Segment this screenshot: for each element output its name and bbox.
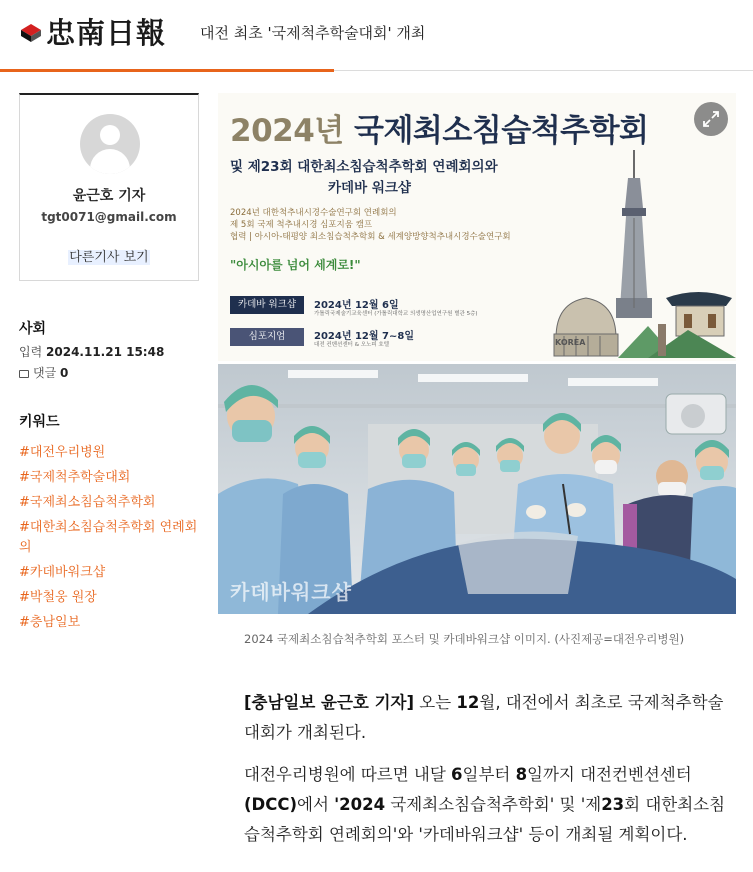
- article-paragraph-2: [244, 760, 740, 850]
- comment-icon: [19, 370, 29, 378]
- paragraph-line: 대회가 개최된다.: [244, 723, 367, 742]
- publish-date: [19, 343, 164, 360]
- expand-icon: [703, 111, 719, 127]
- section-name[interactable]: 사회: [19, 321, 47, 337]
- keyword-link[interactable]: #충남일보: [19, 615, 81, 630]
- date-value: 2024.11.21 15:48: [46, 345, 165, 359]
- poster-tag-workshop: 카데바 워크샵: [230, 296, 304, 314]
- logo-text: 忠南日報: [46, 16, 167, 50]
- site-logo[interactable]: [20, 14, 166, 52]
- paragraph-line: 습척추학회 연례회의'와 '카데바워크샵' 등이 개최될 계획이다.: [244, 825, 688, 844]
- comment-number: 0: [60, 366, 69, 380]
- poster-date-symposium: 2024년 12월 7~8일: [314, 331, 414, 342]
- poster-venue-symposium: 대전 컨벤션센터 & 오노피 호텔: [314, 342, 390, 348]
- comment-count[interactable]: [19, 364, 68, 381]
- other-articles-link[interactable]: [20, 246, 198, 265]
- date-label: 입력: [19, 345, 43, 359]
- keyword-link[interactable]: #국제최소침습척추학회: [19, 495, 156, 510]
- poster-title-text: 국제최소침습척추학회: [354, 113, 649, 149]
- keyword-link[interactable]: #대전우리병원: [19, 445, 106, 460]
- expand-image-button[interactable]: [694, 102, 728, 136]
- author-email[interactable]: tgt0071@gmail.com: [41, 210, 177, 224]
- poster-info-line: 제 5회 국제 척추내시경 심포지움 캠프: [230, 220, 373, 230]
- poster-info-line: 2024년 대한척추내시경수술연구회 연례회의: [230, 208, 397, 218]
- paragraph-line: (DCC)에서 '2024 국제최소침습척추학회' 및 '제23회 대한최소침: [244, 795, 726, 814]
- workshop-photo[interactable]: [218, 364, 736, 614]
- poster-year: 2024년: [230, 113, 344, 149]
- keyword-list: [19, 443, 199, 638]
- comment-label: 댓글: [33, 366, 57, 380]
- poster-info-line: 협력 | 아시아-태평양 최소침습척추학회 & 세계양방향척추내시경수술연구회: [230, 232, 511, 242]
- article-paragraph-1: [244, 688, 740, 748]
- poster-date-workshop: 2024년 12월 6일: [314, 300, 399, 311]
- paragraph-line: 대전우리병원에 따르면 내달 6일부터 8일까지 대전컨벤션센터: [244, 765, 692, 784]
- poster-subtitle-1: 및 제23회 대한최소침습척추학회 연례회의와: [230, 159, 498, 175]
- photo-watermark: 카데바워크샵: [230, 580, 352, 604]
- author-box: [19, 93, 199, 281]
- keyword-link[interactable]: #국제척추학술대회: [19, 470, 131, 485]
- poster-illustration: [548, 148, 736, 358]
- poster-image[interactable]: [218, 93, 736, 361]
- image-caption: 2024 국제최소침습척추학회 포스터 및 카데바워크샵 이미지. (사진제공=대전우리병원): [244, 632, 685, 646]
- header-article-title: 대전 최초 '국제척추학술대회' 개최: [200, 24, 426, 42]
- logo-emblem-icon: [20, 22, 42, 44]
- poster-tag-symposium: 심포지엄: [230, 328, 304, 346]
- keyword-link[interactable]: #카데바워크샵: [19, 565, 106, 580]
- poster-venue-workshop: 가톨릭국제술기교육센터 (가톨릭대학교 의생명산업연구원 별관 5층): [314, 311, 478, 317]
- byline: [충남일보 윤근호 기자]: [244, 693, 415, 712]
- poster-slogan: "아시아를 넘어 세계로!": [230, 258, 361, 272]
- poster-title: [230, 105, 649, 150]
- poster-korea-label: KOREA: [555, 338, 586, 347]
- author-name: 윤근호 기자: [72, 188, 146, 204]
- reading-progress-bar: [0, 69, 334, 72]
- site-header: [0, 0, 753, 70]
- keywords-heading: 키워드: [19, 414, 60, 430]
- poster-subtitle-2: 카데바 워크샵: [328, 180, 411, 196]
- avatar: [80, 114, 140, 174]
- paragraph-line: [충남일보 윤근호 기자] 오는 12월, 대전에서 최초로 국제척추학술: [244, 693, 724, 712]
- other-articles-label[interactable]: 다른기사 보기: [69, 250, 149, 265]
- keyword-link[interactable]: #박철웅 원장: [19, 590, 97, 605]
- poster-info: [230, 207, 511, 243]
- keyword-link[interactable]: #대한최소침습척추학회 연례회의: [19, 520, 198, 555]
